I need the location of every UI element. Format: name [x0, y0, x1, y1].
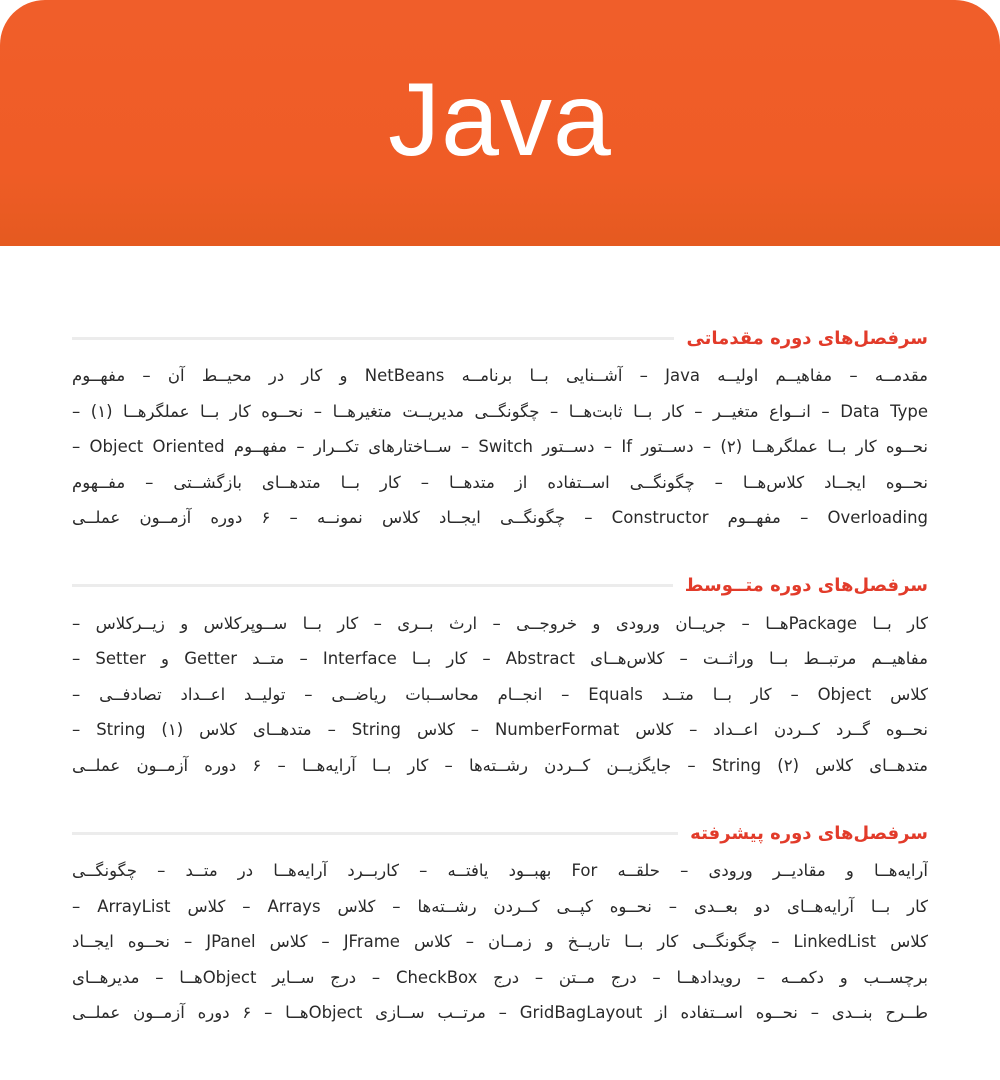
page-title: Java	[388, 61, 612, 178]
section-intermediate	[72, 566, 928, 784]
section-text-line: نحــوه کار بــا عملگرهــا (۲) – دســتور If – دســتور Switch – ســاختارهای تکــرار – مفهــوم Object Oriented –	[72, 437, 928, 456]
section-text-line: کلاس Object – کار بــا متــد Equals – انجــام محاســبات ریاضــی – تولیــد اعــداد تصادفــی –	[72, 684, 928, 704]
section-text-line: نحــوه گــرد کــردن اعــداد – کلاس NumberFormat – کلاس String – متدهــای کلاس String (۱) –	[72, 720, 928, 739]
section-divider	[72, 584, 673, 587]
section-text-line: کار بــا Packageهــا – جریــان ورودی و خروجــی – ارث بــری – کار بــا ســوپرکلاس و زیــرکلاس –	[72, 613, 928, 633]
section-text-line: کار بــا آرایه‌هــای دو بعــدی – نحــوه کپــی کــردن رشــته‌ها – کلاس Arrays – کلاس ArrayList –	[72, 896, 928, 916]
section-text-line: نحــوه ایجــاد کلاس‌هــا – چگونگــی اســتفاده از متدهــا – کار بــا متدهــای بازگشــتی – مفــهوم	[72, 472, 928, 492]
section-text-line: Data Type – انــواع متغیــر – کار بــا ثابت‌هــا – چگونگــی مدیریــت متغیرهــا – نحــوه کار بــا عملگرهــا (۱) –	[72, 401, 928, 421]
section-text-line: متدهــای کلاس String (۲) – جایگزیــن کــردن رشــته‌ها – کار بــا آرایه‌هــا – ۶ دوره آزمــون عملــی	[72, 755, 928, 775]
section-divider	[72, 337, 674, 340]
header-banner	[0, 0, 1000, 246]
section-header	[72, 318, 928, 358]
section-header	[72, 813, 928, 853]
section-title: سرفصل‌های دوره پیشرفته	[690, 822, 928, 844]
section-title: سرفصل‌های دوره مقدماتی	[686, 327, 928, 349]
section-basic	[72, 318, 928, 536]
section-text-line: آرایه‌هــا و مقادیــر ورودی – حلقــه For بهبــود یافتــه – کاربــرد آرایه‌هــا در متــد – چگونگــی	[72, 861, 928, 880]
section-text-line: مفاهیــم مرتبــط بــا وراثــت – کلاس‌هــای Abstract – کار بــا Interface – متــد Getter و Setter –	[72, 649, 928, 668]
syllabus-content	[72, 318, 928, 1061]
section-text-line: کلاس LinkedList – چگونگــی کار بــا تاریــخ و زمــان – کلاس JFrame – کلاس JPanel – نحــوه ایجــاد	[72, 932, 928, 951]
section-text-line: طــرح بنــدی – نحــوه اســتفاده از GridBagLayout – مرتــب ســازی Objectهــا – ۶ دوره آزمــون عملــی	[72, 1003, 928, 1022]
section-header	[72, 566, 928, 606]
section-title: سرفصل‌های دوره متــوسط	[684, 575, 928, 596]
section-text-line: Overloading – مفهــوم Constructor – چگونگــی ایجــاد کلاس نمونــه – ۶ دوره آزمــون عملــی	[72, 508, 928, 527]
section-advanced	[72, 813, 928, 1031]
section-text-line: برچســب و دکمــه – رویدادهــا – درج مــتن – درج CheckBox – درج ســایر Objectهــا – مدیرهــای	[72, 967, 928, 987]
section-text-line: مقدمــه – مفاهیــم اولیــه Java – آشــنایی بــا برنامــه NetBeans و کار در محیــط آن – مفهــوم	[72, 366, 928, 385]
section-divider	[72, 832, 678, 835]
